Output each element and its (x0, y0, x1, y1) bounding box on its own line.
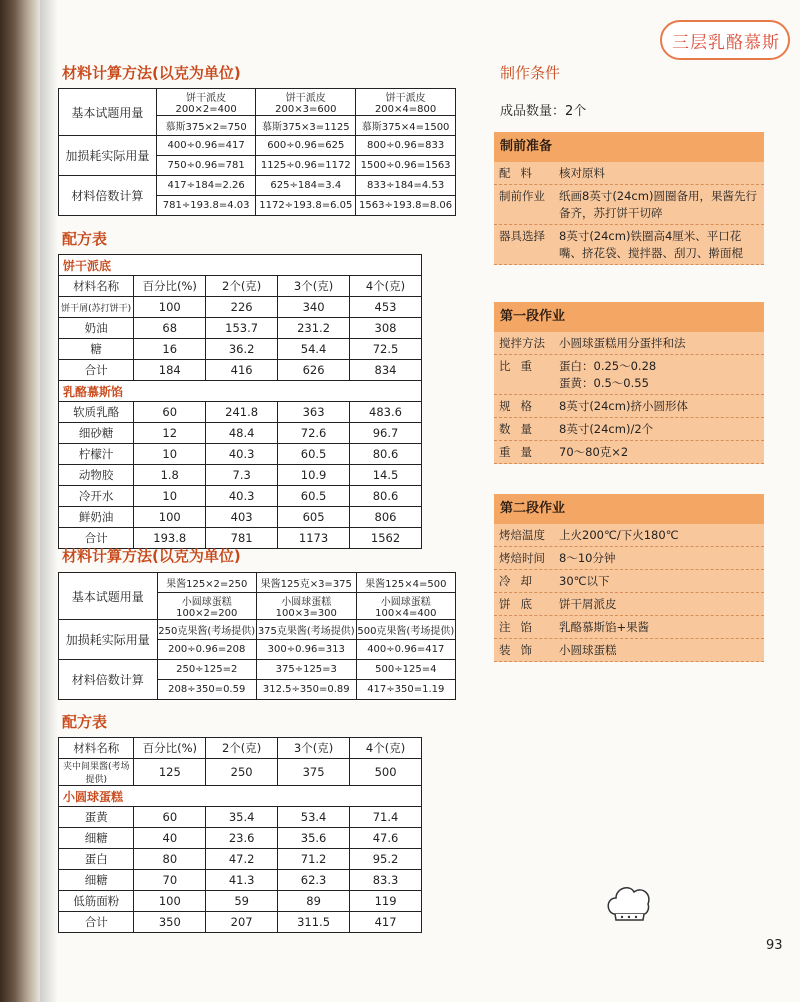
table-row (59, 339, 422, 360)
table-row (59, 759, 422, 786)
section-row (59, 255, 422, 276)
panel-heading: 制前准备 (494, 132, 764, 162)
column-header: 3个(克) (278, 738, 350, 759)
panel-heading: 第二段作业 (494, 494, 764, 524)
calc-row (59, 660, 456, 680)
panel-row (494, 593, 764, 616)
calc-cell: 1172÷193.8=6.05 (256, 196, 356, 216)
table-row (59, 318, 422, 339)
table-cell: 1562 (350, 528, 422, 549)
calc-cell: 800÷0.96=833 (356, 136, 456, 156)
table-cell: 48.4 (206, 423, 278, 444)
table-cell: 54.4 (278, 339, 350, 360)
section-label: 乳酪慕斯馅 (59, 381, 422, 402)
calc-row-label: 材料倍数计算 (59, 176, 157, 216)
table-cell: 奶油 (59, 318, 134, 339)
table-cell: 冷开水 (59, 486, 134, 507)
table-cell: 合计 (59, 528, 134, 549)
table-cell: 350 (134, 912, 206, 933)
table-cell: 125 (134, 759, 206, 786)
prep-panel (494, 132, 764, 265)
calc-cell: 慕斯375×4=1500 (356, 116, 456, 136)
table-cell: 细砂糖 (59, 423, 134, 444)
table-row (59, 807, 422, 828)
calc-row (59, 136, 456, 156)
table-cell: 动物胶 (59, 465, 134, 486)
recipe2-title: 配方表 (62, 713, 108, 731)
table-row (59, 870, 422, 891)
panel-key: 烤焙时间 (499, 551, 545, 565)
panel-value: 8英寸(24cm)/2个 (559, 422, 654, 436)
table-cell: 375 (278, 759, 350, 786)
calc-cell: 600÷0.96=625 (256, 136, 356, 156)
table-row (59, 360, 422, 381)
calc-row-label: 材料倍数计算 (59, 660, 158, 700)
table-cell: 糖 (59, 339, 134, 360)
table-cell: 合计 (59, 360, 134, 381)
table-cell: 47.2 (206, 849, 278, 870)
panel-key: 搅拌方法 (499, 336, 545, 350)
panel-value: 乳酪慕斯馅+果酱 (559, 620, 650, 634)
panel-row (494, 395, 764, 418)
panel-value: 蛋白：0.25～0.28 蛋黄：0.5～0.55 (559, 359, 657, 390)
panel-row (494, 547, 764, 570)
calc1-title: 材料计算方法(以克为单位) (62, 64, 241, 82)
table-cell: 7.3 (206, 465, 278, 486)
calc-cell: 750÷0.96=781 (156, 156, 256, 176)
table-cell: 60.5 (278, 444, 350, 465)
panel-value: 8英寸(24cm)挤小圆形体 (559, 399, 688, 413)
table-cell: 16 (134, 339, 206, 360)
table-cell: 605 (278, 507, 350, 528)
panel-value: 上火200℃/下火180℃ (559, 528, 679, 542)
calc-cell: 312.5÷350=0.89 (256, 680, 356, 700)
table-cell: 96.7 (350, 423, 422, 444)
table-cell: 100 (134, 891, 206, 912)
table-cell: 低筋面粉 (59, 891, 134, 912)
table-cell: 834 (350, 360, 422, 381)
calc-cell: 500克果酱(考场提供) (356, 620, 455, 640)
table-cell: 60 (134, 402, 206, 423)
panel-key: 饼底 (499, 597, 542, 611)
calc-row-label: 加损耗实际用量 (59, 620, 158, 660)
calc-cell: 小圆球蛋糕100×3=300 (256, 593, 356, 620)
calc-cell: 慕斯375×3=1125 (256, 116, 356, 136)
table-row (59, 465, 422, 486)
table-row (59, 297, 422, 318)
table-cell: 80.6 (350, 486, 422, 507)
panel-row (494, 185, 764, 225)
panel-key: 配料 (499, 166, 542, 180)
panel-value: 小圆球蛋糕 (559, 643, 617, 657)
table-cell: 40.3 (206, 444, 278, 465)
panel-row (494, 639, 764, 662)
calc-cell: 1125÷0.96=1172 (256, 156, 356, 176)
calc-cell: 200÷0.96=208 (157, 640, 256, 660)
table-cell: 1.8 (134, 465, 206, 486)
table-cell: 70 (134, 870, 206, 891)
calc-row (59, 176, 456, 196)
recipe2-table (58, 737, 422, 933)
table-cell: 71.4 (350, 807, 422, 828)
calc-cell: 果酱125克×3=375 (256, 573, 356, 593)
calc1-table (58, 88, 456, 216)
calc-cell: 300÷0.96=313 (256, 640, 356, 660)
calc-cell: 833÷184=4.53 (356, 176, 456, 196)
panel-row (494, 441, 764, 464)
table-cell: 12 (134, 423, 206, 444)
calc-cell: 饼干派皮200×3=600 (256, 89, 356, 116)
stage1-panel (494, 302, 764, 464)
table-cell: 细糖 (59, 870, 134, 891)
table-cell: 细糖 (59, 828, 134, 849)
table-cell: 59 (206, 891, 278, 912)
book-gutter (0, 0, 40, 1002)
table-cell: 119 (350, 891, 422, 912)
table-cell: 23.6 (206, 828, 278, 849)
calc-cell: 果酱125×4=500 (356, 573, 455, 593)
calc-row-label: 基本试题用量 (59, 573, 158, 620)
table-cell: 80.6 (350, 444, 422, 465)
panel-row (494, 355, 764, 395)
table-cell: 83.3 (350, 870, 422, 891)
panel-key: 装饰 (499, 643, 542, 657)
panel-key: 比重 (499, 359, 542, 373)
panel-key: 器具选择 (499, 229, 545, 243)
table-cell: 72.6 (278, 423, 350, 444)
table-cell: 95.2 (350, 849, 422, 870)
table-cell: 72.5 (350, 339, 422, 360)
section-label: 小圆球蛋糕 (59, 786, 422, 807)
calc-cell: 饼干派皮200×4=800 (356, 89, 456, 116)
table-cell: 35.6 (278, 828, 350, 849)
calc-cell: 400÷0.96=417 (156, 136, 256, 156)
panel-key: 烤焙温度 (499, 528, 545, 542)
header-row (59, 276, 422, 297)
calc-cell: 417÷350=1.19 (356, 680, 455, 700)
table-row (59, 891, 422, 912)
panel-row (494, 225, 764, 265)
table-cell: 207 (206, 912, 278, 933)
calc-cell: 250克果酱(考场提供) (157, 620, 256, 640)
calc-cell: 1500÷0.96=1563 (356, 156, 456, 176)
stage2-panel (494, 494, 764, 662)
table-cell: 231.2 (278, 318, 350, 339)
calc-row (59, 573, 456, 593)
conditions-title: 制作条件 (500, 64, 561, 82)
calc2-title: 材料计算方法(以克为单位) (62, 547, 241, 565)
table-cell: 1173 (278, 528, 350, 549)
table-cell: 403 (206, 507, 278, 528)
panel-value: 纸画8英寸(24cm)圆圈备用，果酱先行备齐，苏打饼干切碎 (559, 189, 757, 220)
table-row (59, 849, 422, 870)
table-cell: 416 (206, 360, 278, 381)
recipe1-title: 配方表 (62, 230, 108, 248)
panel-key: 数量 (499, 422, 542, 436)
table-cell: 47.6 (350, 828, 422, 849)
section-label: 饼干派底 (59, 255, 422, 276)
table-row (59, 423, 422, 444)
calc-cell: 慕斯375×2=750 (156, 116, 256, 136)
table-cell: 806 (350, 507, 422, 528)
table-cell: 226 (206, 297, 278, 318)
table-cell: 308 (350, 318, 422, 339)
column-header: 材料名称 (59, 276, 134, 297)
table-cell: 蛋黄 (59, 807, 134, 828)
calc2-table (58, 572, 456, 700)
table-cell: 153.7 (206, 318, 278, 339)
calc-cell: 625÷184=3.4 (256, 176, 356, 196)
panel-heading: 第一段作业 (494, 302, 764, 332)
column-header: 百分比(%) (134, 738, 206, 759)
panel-value: 小圆球蛋糕用分蛋拌和法 (559, 336, 686, 350)
calc-cell: 781÷193.8=4.03 (156, 196, 256, 216)
panel-row (494, 616, 764, 639)
calc-cell: 208÷350=0.59 (157, 680, 256, 700)
table-cell: 36.2 (206, 339, 278, 360)
panel-row (494, 524, 764, 547)
column-header: 2个(克) (206, 276, 278, 297)
panel-row (494, 418, 764, 441)
calc-cell: 375克果酱(考场提供) (256, 620, 356, 640)
table-cell: 软质乳酪 (59, 402, 134, 423)
column-header: 4个(克) (350, 738, 422, 759)
table-cell: 363 (278, 402, 350, 423)
table-row (59, 912, 422, 933)
table-cell: 340 (278, 297, 350, 318)
table-cell: 626 (278, 360, 350, 381)
panel-row (494, 570, 764, 593)
calc-row (59, 620, 456, 640)
table-cell: 781 (206, 528, 278, 549)
panel-row (494, 332, 764, 355)
table-cell: 合计 (59, 912, 134, 933)
header-row (59, 738, 422, 759)
panel-key: 制前作业 (499, 189, 545, 203)
table-cell: 40.3 (206, 486, 278, 507)
table-cell: 60 (134, 807, 206, 828)
gutter-shadow (40, 0, 58, 1002)
calc-row-label: 加损耗实际用量 (59, 136, 157, 176)
panel-key: 冷却 (499, 574, 542, 588)
table-cell: 71.2 (278, 849, 350, 870)
recipe-title: 三层乳酪慕斯 (672, 32, 780, 53)
table-cell: 40 (134, 828, 206, 849)
table-cell: 蛋白 (59, 849, 134, 870)
table-cell: 193.8 (134, 528, 206, 549)
recipe-title-badge (660, 20, 790, 60)
panel-value: 30℃以下 (559, 574, 610, 588)
calc-row-label: 基本试题用量 (59, 89, 157, 136)
table-cell: 53.4 (278, 807, 350, 828)
table-cell: 饼干屑(苏打饼干) (59, 297, 134, 318)
panel-value: 8英寸(24cm)铁圈高4厘米、平口花嘴、挤花袋、搅拌器、刮刀、擀面棍 (559, 229, 743, 260)
panel-key: 规格 (499, 399, 542, 413)
section-row (59, 786, 422, 807)
table-cell: 184 (134, 360, 206, 381)
panel-value: 饼干屑派皮 (559, 597, 617, 611)
table-cell: 68 (134, 318, 206, 339)
panel-key: 注馅 (499, 620, 542, 634)
panel-row (494, 162, 764, 185)
table-row (59, 444, 422, 465)
table-cell: 100 (134, 507, 206, 528)
table-cell: 柠檬汁 (59, 444, 134, 465)
calc-cell: 375÷125=3 (256, 660, 356, 680)
panel-value: 70～80克×2 (559, 445, 629, 459)
calc-cell: 250÷125=2 (157, 660, 256, 680)
chef-hat-icon (604, 880, 654, 924)
table-cell: 鲜奶油 (59, 507, 134, 528)
table-cell: 41.3 (206, 870, 278, 891)
table-cell: 80 (134, 849, 206, 870)
table-cell: 483.6 (350, 402, 422, 423)
calc-cell: 1563÷193.8=8.06 (356, 196, 456, 216)
calc-cell: 果酱125×2=250 (157, 573, 256, 593)
table-cell: 夹中间果酱(考场提供) (59, 759, 134, 786)
table-cell: 311.5 (278, 912, 350, 933)
quantity-text: 成品数量：2个 (500, 104, 587, 119)
column-header: 4个(克) (350, 276, 422, 297)
table-cell: 14.5 (350, 465, 422, 486)
table-cell: 60.5 (278, 486, 350, 507)
table-cell: 10 (134, 486, 206, 507)
table-cell: 453 (350, 297, 422, 318)
table-cell: 241.8 (206, 402, 278, 423)
table-cell: 10 (134, 444, 206, 465)
section-row (59, 381, 422, 402)
panel-value: 8～10分钟 (559, 551, 616, 565)
table-cell: 89 (278, 891, 350, 912)
calc-cell: 饼干派皮200×2=400 (156, 89, 256, 116)
table-row (59, 402, 422, 423)
calc-row (59, 89, 456, 116)
panel-key: 重量 (499, 445, 542, 459)
column-header: 百分比(%) (134, 276, 206, 297)
table-cell: 250 (206, 759, 278, 786)
column-header: 3个(克) (278, 276, 350, 297)
table-cell: 62.3 (278, 870, 350, 891)
recipe1-table (58, 254, 422, 549)
column-header: 2个(克) (206, 738, 278, 759)
table-cell: 10.9 (278, 465, 350, 486)
calc-cell: 400÷0.96=417 (356, 640, 455, 660)
table-cell: 35.4 (206, 807, 278, 828)
table-row (59, 828, 422, 849)
calc-cell: 500÷125=4 (356, 660, 455, 680)
panel-value: 核对原料 (559, 166, 605, 180)
calc-cell: 417÷184=2.26 (156, 176, 256, 196)
table-cell: 417 (350, 912, 422, 933)
column-header: 材料名称 (59, 738, 134, 759)
table-row (59, 486, 422, 507)
calc-cell: 小圆球蛋糕100×4=400 (356, 593, 455, 620)
table-row (59, 507, 422, 528)
table-cell: 100 (134, 297, 206, 318)
page-number: 93 (766, 938, 783, 953)
calc-cell: 小圆球蛋糕100×2=200 (157, 593, 256, 620)
table-cell: 500 (350, 759, 422, 786)
